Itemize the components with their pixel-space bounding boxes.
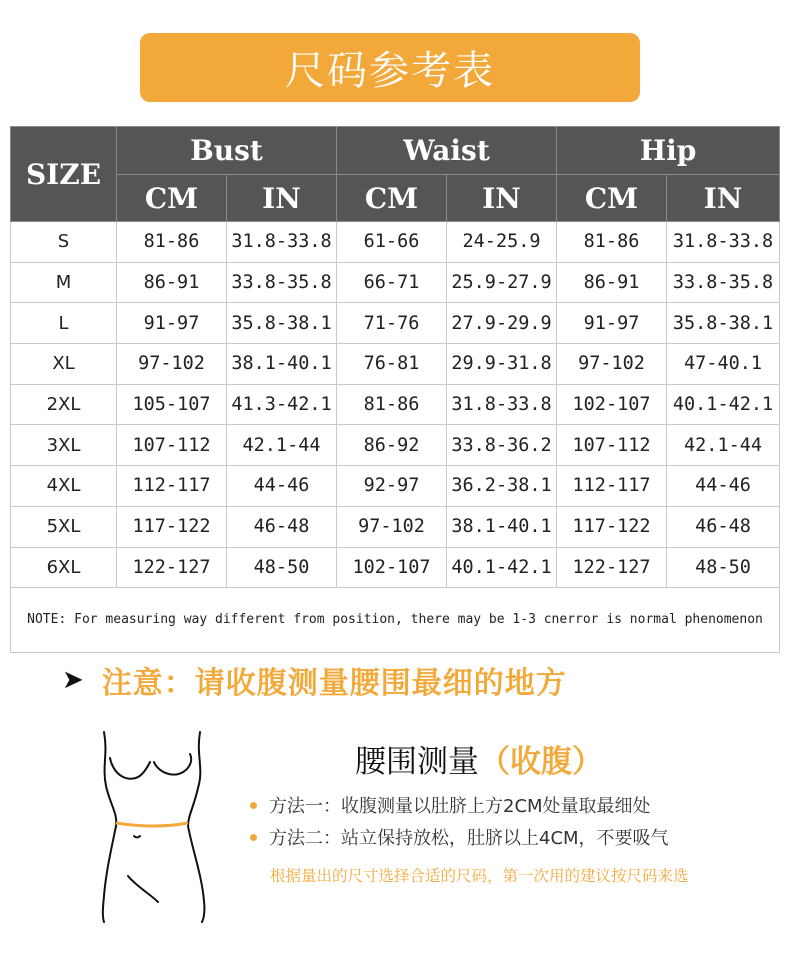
measurement-cell: 61-66 [337,222,447,263]
table-row [11,506,780,547]
unit-header: CM [337,175,447,222]
measure-title [355,736,603,781]
table-row [11,344,780,385]
measurement-cell: 38.1-40.1 [447,506,557,547]
measurement-cell: 46-48 [227,506,337,547]
measurement-cell: 97-102 [557,344,667,385]
measurement-cell: 86-92 [337,425,447,466]
size-cell: 3XL [11,425,117,466]
measurement-cell: 71-76 [337,303,447,344]
size-cell: 5XL [11,506,117,547]
bullet-dot-icon [250,802,257,809]
hip-header: Hip [557,127,780,175]
size-cell: L [11,303,117,344]
notice-text: 注意：请收腹测量腰围最细的地方 [101,666,567,701]
unit-header: IN [227,175,337,222]
measurement-cell: 31.8-33.8 [227,222,337,263]
measurement-cell: 97-102 [117,344,227,385]
measurement-cell: 41.3-42.1 [227,384,337,425]
measurement-cell: 86-91 [117,262,227,303]
measurement-cell: 35.8-38.1 [667,303,780,344]
unit-header: CM [557,175,667,222]
size-cell: XL [11,344,117,385]
measurement-cell: 117-122 [117,506,227,547]
measurement-cell: 25.9-27.9 [447,262,557,303]
measurement-cell: 66-71 [337,262,447,303]
measurement-cell: 105-107 [117,384,227,425]
unit-header: IN [667,175,780,222]
measure-title-highlight: （收腹） [479,744,603,780]
table-row [11,384,780,425]
measurement-cell: 92-97 [337,466,447,507]
measurement-cell: 42.1-44 [667,425,780,466]
measurement-cell: 91-97 [557,303,667,344]
table-row [11,222,780,263]
measurement-cell: 112-117 [557,466,667,507]
unit-header: CM [117,175,227,222]
size-cell: M [11,262,117,303]
measurement-cell: 122-127 [117,547,227,588]
size-cell: 2XL [11,384,117,425]
bullet-dot-icon [250,834,257,841]
measurement-cell: 31.8-33.8 [667,222,780,263]
measurement-cell: 40.1-42.1 [667,384,780,425]
measurement-cell: 112-117 [117,466,227,507]
method-2-text: 方法二：站立保持放松，肚脐以上4CM，不要吸气 [269,828,669,849]
table-note: NOTE: For measuring way different from position, there may be 1-3 cnerror is normal phenomenon [11,588,780,653]
measurement-cell: 107-112 [117,425,227,466]
table-row [11,466,780,507]
measurement-cell: 102-107 [557,384,667,425]
method-1 [250,792,651,818]
measurement-cell: 102-107 [337,547,447,588]
title-banner [140,33,640,102]
measurement-cell: 31.8-33.8 [447,384,557,425]
measurement-cell: 24-25.9 [447,222,557,263]
measurement-cell: 33.8-35.8 [227,262,337,303]
measurement-cell: 81-86 [337,384,447,425]
measurement-cell: 38.1-40.1 [227,344,337,385]
measurement-cell: 42.1-44 [227,425,337,466]
table-row [11,262,780,303]
notice-banner [62,658,762,702]
measurement-cell: 81-86 [117,222,227,263]
measurement-cell: 48-50 [667,547,780,588]
table-row [11,425,780,466]
measurement-cell: 107-112 [557,425,667,466]
measurement-cell: 29.9-31.8 [447,344,557,385]
measurement-cell: 33.8-35.8 [667,262,780,303]
method-1-text: 方法一：收腹测量以肚脐上方2CM处量取最细处 [269,796,651,817]
measurement-cell: 48-50 [227,547,337,588]
bust-header: Bust [117,127,337,175]
measurement-cell: 33.8-36.2 [447,425,557,466]
arrow-icon: ➤ [62,665,84,695]
measurement-cell: 91-97 [117,303,227,344]
measurement-cell: 46-48 [667,506,780,547]
measure-title-text: 腰围测量 [355,744,479,780]
measurement-cell: 117-122 [557,506,667,547]
size-chart-table [10,126,780,653]
measurement-cell: 27.9-29.9 [447,303,557,344]
body-outline-illustration [92,726,222,926]
measurement-cell: 47-40.1 [667,344,780,385]
measurement-cell: 122-127 [557,547,667,588]
table-row [11,303,780,344]
size-cell: 4XL [11,466,117,507]
measurement-cell: 86-91 [557,262,667,303]
measurement-cell: 44-46 [667,466,780,507]
measurement-cell: 97-102 [337,506,447,547]
table-row [11,547,780,588]
page-title: 尺码参考表 [285,48,495,94]
size-cell: S [11,222,117,263]
advice-text: 根据量出的尺寸选择合适的尺码，第一次用的建议按尺码来选 [270,867,689,885]
measurement-cell: 44-46 [227,466,337,507]
waist-header: Waist [337,127,557,175]
measurement-cell: 36.2-38.1 [447,466,557,507]
measurement-cell: 76-81 [337,344,447,385]
size-cell: 6XL [11,547,117,588]
size-header: SIZE [11,127,117,222]
measurement-cell: 81-86 [557,222,667,263]
measurement-cell: 40.1-42.1 [447,547,557,588]
unit-header: IN [447,175,557,222]
measurement-cell: 35.8-38.1 [227,303,337,344]
method-2 [250,824,669,850]
